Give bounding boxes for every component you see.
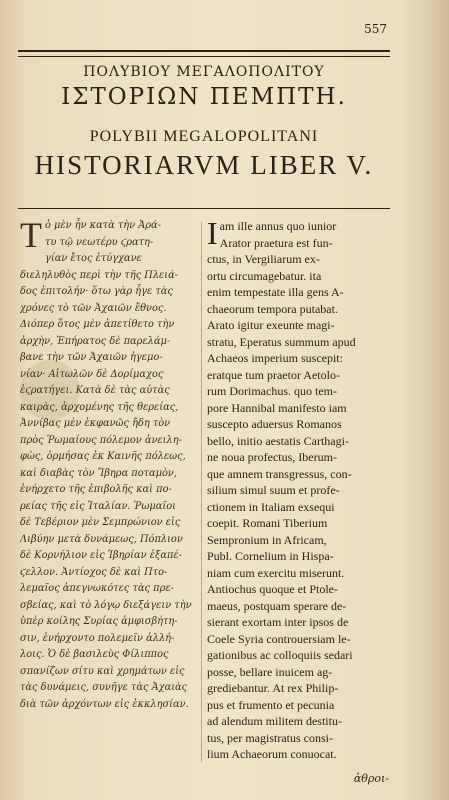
page-edge-shadow (401, 0, 449, 800)
latin-text-line: Sempronium in Africam, (207, 532, 327, 547)
catchword: ἀθροι- (353, 772, 389, 785)
latin-text-line: am ille annus quo iunior (219, 219, 337, 233)
greek-text-line: Ἀννίβας μὲν ἐκφανῶς ἤδη τὸν (20, 418, 171, 429)
greek-text-line: ὑπὲρ κοίλης Συρίας ἀμφισβήτη- (20, 616, 178, 627)
latin-text-line: tus, per magistratus consi- (207, 730, 333, 745)
greek-text-line: καὶ διαβὰς τὸν Ἴβηρα ποταμὸν, (20, 467, 178, 479)
greek-text-line: τὰς δυνάμεις, συνῆγε τὰς Ἀχαιὰς (20, 682, 188, 693)
latin-text-line: silium simul suum et profe- (207, 483, 340, 497)
chapter-headings (18, 62, 390, 181)
greek-text-line: σπανίζων σίτυ καὶ χρημάτων εἰς (20, 665, 185, 677)
greek-text-line: νίαν· Αἰτωλῶν δὲ Δορίμαχος (20, 368, 164, 380)
latin-text-line: chaeorum tempora putabat. (207, 301, 338, 316)
latin-text-line: enim tempestate illa gens A- (207, 285, 344, 299)
greek-text-line: Λιβύην μετὰ δυνάμεως, Πόπλιον (20, 533, 183, 545)
page-number: 557 (364, 22, 387, 36)
greek-drop-cap: Τ (20, 215, 42, 255)
heading-rule (18, 208, 390, 209)
latin-text-line: que amnem transgressus, con- (207, 466, 352, 481)
greek-text-line: σιν, ἐνήρχοντο πολεμεῖν ἀλλή- (20, 632, 175, 644)
latin-text-line: Publ. Cornelium in Hispa- (207, 549, 334, 563)
greek-text-line: ϛελλον. Ἀντίοχος δὲ καὶ Πτο- (20, 566, 168, 578)
latin-text-line: niam cum exercitu miserunt. (207, 565, 345, 580)
greek-text-line: δὲ Κορνήλιον εἰς Ἰβηρίαν ἐξαπέ- (20, 550, 182, 561)
latin-text-line: grediebantur. At rex Philip- (207, 681, 339, 695)
latin-text-line: ad alendum militem destitu- (207, 714, 342, 728)
greek-text-line: διὰ τῶν ἀρχόντων εἰς ἐκκλησίαν. (20, 698, 189, 710)
greek-text-column (20, 215, 196, 713)
greek-text-line: Διόπερ ὅτος μὲν ἀπετίθετο τὴν (20, 319, 175, 330)
greek-text-line: ρείας τῆς εἰς Ἰταλίαν. Ῥωμαῖοι (20, 500, 176, 512)
latin-text-line: lium Achaeorum conuocat. (207, 747, 337, 761)
greek-text-line: λοις. Ὁ δὲ βασιλεὺς Φίλιππος (20, 649, 169, 660)
greek-author-heading: ΠΟΛΥΒΙΟΥ ΜΕΓΑΛΟΠΟΛΙΤΟΥ (83, 64, 325, 80)
greek-text-line: ὁ μὲν ἦν κατὰ τὴν Ἀρά- (45, 220, 161, 231)
latin-text-line: ortu circumagebatur. ita (207, 268, 322, 283)
latin-text-line: stratu, Eperatus summum apud (207, 334, 356, 349)
latin-text-line: Arator praetura est fun- (219, 235, 333, 250)
latin-text-line: sierant exortam inter ipsos de (207, 615, 349, 629)
latin-text-line: Antiochus quoque et Ptole- (207, 582, 338, 596)
greek-text-line: τυ τῷ νεωτέρυ ϛρατη- (45, 236, 154, 248)
latin-text-line: suscepto aduersus Romanos (207, 417, 342, 431)
latin-text-line: Arato igitur exeunte magi- (207, 318, 335, 332)
greek-text-line: σβείας, καὶ τὸ λόγῳ διεξάγειν τὴν (20, 599, 192, 611)
latin-author-heading: POLYBII MEGALOPOLITANI (89, 128, 319, 145)
latin-text-line: Coele Syria controuersiam le- (207, 631, 351, 646)
latin-text-line: ne noua profectus, Iberum- (207, 450, 337, 464)
greek-text-line: χρόνες τὸ τῶν Ἀχαιῶν ἔθνος. (20, 302, 167, 314)
latin-text-line: ctionem in Italiam exsequi (207, 499, 335, 514)
greek-text-line: γίαν ἔτος ἐτύγχανε (45, 253, 142, 264)
latin-text-line: bello, initio aestatis Carthagi- (207, 433, 349, 448)
greek-text-line: φὼς, ὁρμήσας ἐκ Καινῆς πόλεως, (20, 451, 186, 462)
latin-text-line: gationibus ac colloquiis sedari (207, 648, 353, 662)
latin-title-heading: HISTORIARVM LIBER V. (34, 150, 374, 180)
latin-text-column (207, 215, 387, 763)
latin-text-line: pus et frumento et pecunia (207, 697, 335, 712)
latin-text-line: rum Dorimachus. quo tem- (207, 384, 337, 398)
greek-title-heading: ΙΣΤΟΡΙΩΝ ΠΕΜΠΤΗ. (61, 84, 347, 110)
latin-text-line: coepit. Romani Tiberium (207, 516, 328, 530)
latin-text-line: maeus, postquam sperare de- (207, 598, 347, 613)
latin-text-line: Achaeos imperium suscepit: (207, 351, 343, 365)
greek-text-line: δος ἐπιτολήν· ὅτω γὰρ ἦγε τὰς (20, 286, 173, 297)
latin-text-line: pore Hannibal manifesto iam (207, 400, 347, 415)
greek-text-line: ἐϛρατήγει. Κατὰ δὲ τὰς αὐτὰς (20, 385, 170, 396)
greek-text-line: δὲ Τεβέριον μὲν Σεμπρώνιον εἰς (20, 517, 181, 528)
column-divider (201, 222, 202, 762)
greek-text-line: ἀρχὴν, Ἐπήρατος δὲ παρελάμ- (20, 335, 171, 347)
latin-text-line: eratque tum praetor Aetolo- (207, 367, 340, 382)
greek-text-line: πρὸς Ῥωμαίους πόλεμον ἀνειλη- (20, 434, 182, 446)
greek-text-line: διεληλυθὸς περὶ τὴν τῆς Πλειά- (20, 269, 179, 281)
greek-text-line: βανε τὴν τῶν Ἀχαιῶν ἡγεμο- (20, 352, 163, 363)
latin-text-line: ctus, in Vergiliarum ex- (207, 252, 320, 266)
greek-text-line: λεμαῖος ἀπεγνωκότες τὰς πρε- (20, 583, 174, 594)
latin-drop-cap: I (207, 215, 218, 251)
greek-text-line: καιρὰς, ἀρχομένης τῆς θερείας, (20, 401, 179, 413)
latin-text-line: posse, bellare inuicem ag- (207, 664, 333, 679)
greek-text-line: ἐνήρχετο τῆς ἐπιβολῆς καὶ πο- (20, 484, 172, 495)
header-double-rule (18, 50, 390, 57)
